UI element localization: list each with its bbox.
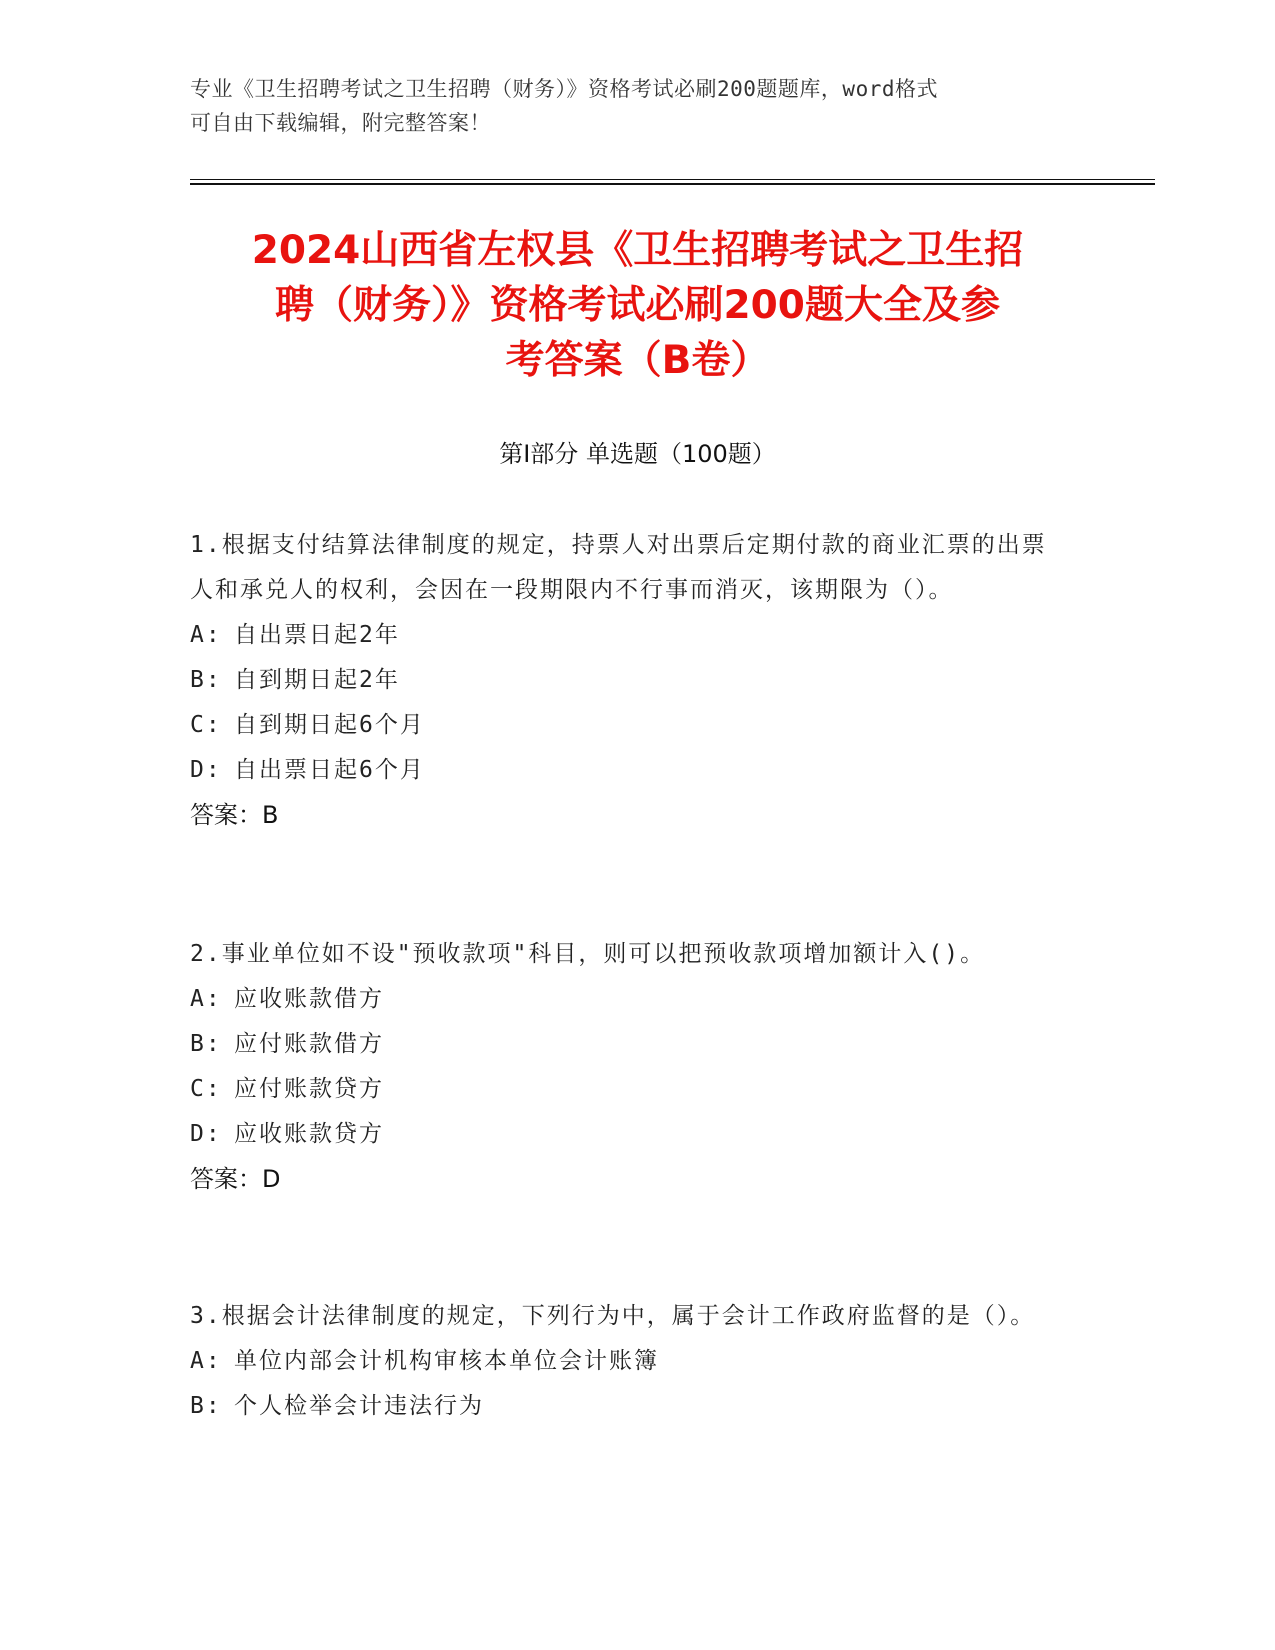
- option-text: 个人检举会计违法行为: [234, 1393, 484, 1419]
- question-1: [190, 523, 1070, 838]
- question-3: [190, 1294, 1070, 1429]
- option-text: 自到期日起6个月: [234, 712, 425, 738]
- option-text: 应收账款贷方: [234, 1121, 384, 1147]
- question-stem: 2.事业单位如不设"预收款项"科目，则可以把预收款项增加额计入()。: [190, 941, 986, 967]
- option-text: 单位内部会计机构审核本单位会计账簿: [234, 1348, 659, 1374]
- option-letter: D:: [190, 757, 222, 783]
- question-2: [190, 932, 1070, 1202]
- option-d: [190, 748, 1070, 793]
- document-title-line-2: 聘（财务）》资格考试必刷200题大全及参: [275, 283, 1000, 328]
- header-divider-thick: [190, 183, 1155, 185]
- option-letter: A:: [190, 1348, 222, 1374]
- document-title: [150, 223, 1125, 388]
- option-a: [190, 977, 1070, 1022]
- option-text: 自出票日起2年: [234, 622, 400, 648]
- header-note-line-1: 专业《卫生招聘考试之卫生招聘（财务）》资格考试必刷200题题库，word格式: [190, 77, 938, 101]
- header-note: [190, 72, 1070, 140]
- option-letter: B:: [190, 1393, 222, 1419]
- question-stem: 1.根据支付结算法律制度的规定，持票人对出票后定期付款的商业汇票的出票人和承兑人的权利，会因在一段期限内不行事而消灭，该期限为（）。: [190, 532, 1047, 603]
- option-text: 应收账款借方: [234, 986, 384, 1012]
- option-a: [190, 613, 1070, 658]
- option-text: 自到期日起2年: [234, 667, 400, 693]
- option-letter: D:: [190, 1121, 222, 1147]
- question-stem: 3.根据会计法律制度的规定，下列行为中，属于会计工作政府监督的是（）。: [190, 1303, 1036, 1329]
- option-text: 应付账款贷方: [234, 1076, 384, 1102]
- option-a: [190, 1339, 1070, 1384]
- option-letter: A:: [190, 986, 222, 1012]
- option-letter: A:: [190, 622, 222, 648]
- option-text: 自出票日起6个月: [234, 757, 425, 783]
- option-b: [190, 1022, 1070, 1067]
- option-letter: B:: [190, 1031, 222, 1057]
- answer: 答案：B: [190, 801, 279, 829]
- option-b: [190, 658, 1070, 703]
- document-title-line-1: 2024山西省左权县《卫生招聘考试之卫生招: [251, 228, 1024, 273]
- document-title-line-3: 考答案（B卷）: [505, 338, 770, 383]
- option-text: 应付账款借方: [234, 1031, 384, 1057]
- option-c: [190, 703, 1070, 748]
- section-title: 第Ⅰ部分 单选题（100题）: [499, 440, 776, 468]
- answer: 答案：D: [190, 1165, 281, 1193]
- option-letter: C:: [190, 1076, 222, 1102]
- option-d: [190, 1112, 1070, 1157]
- header-note-line-2: 可自由下载编辑，附完整答案！: [190, 111, 491, 135]
- option-b: [190, 1384, 1070, 1429]
- header-divider-thin: [190, 179, 1155, 180]
- option-c: [190, 1067, 1070, 1112]
- option-letter: C:: [190, 712, 222, 738]
- option-letter: B:: [190, 667, 222, 693]
